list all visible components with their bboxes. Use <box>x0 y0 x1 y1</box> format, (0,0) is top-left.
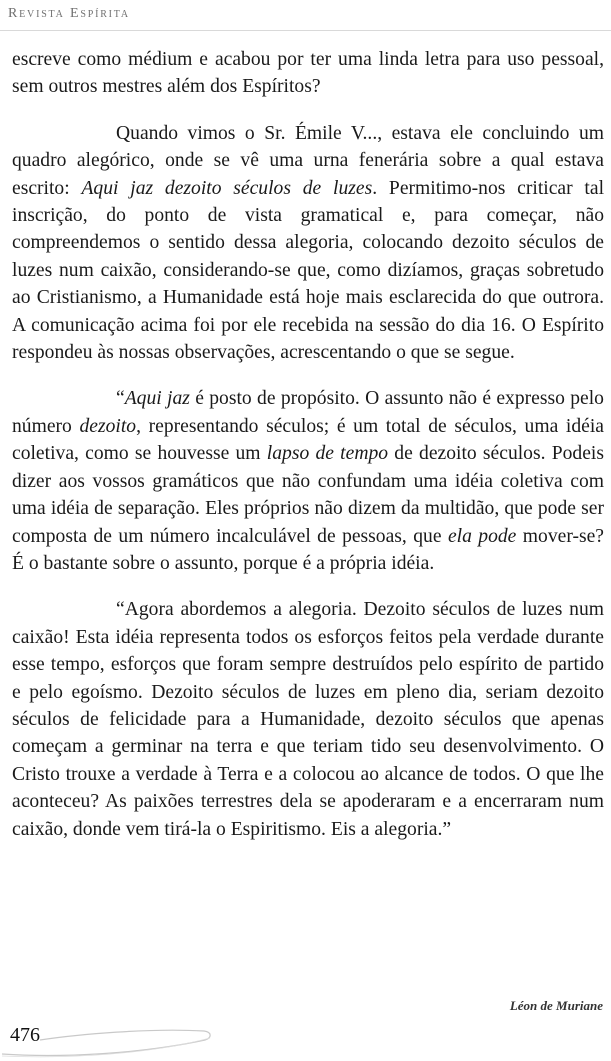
text-segment: de dezoito séculos. Podeis dizer aos vossos gramáticos que não confundam uma idéia coletiva com uma idéia de separação. Eles próprios não dizem da multidão, que pode ser composta de um número incalculável de pessoas, que <box>12 443 604 547</box>
text-segment: . Permitimo-nos criticar tal inscrição, do ponto de vista gramatical e, para começar, não compreendemos o sentido dessa alegoria, colocando dezoito séculos de luzes num caixão, considerando-se que, como dizíamos, graças sobretudo ao Cristianismo, a Humanidade está hoje mais esclarecida do que outrora. A comunicação acima foi por ele recebida na sessão do dia 16. O Espírito respondeu às nossas observações, acrescentando o que se segue. <box>12 177 605 364</box>
text-segment: , representando séculos; é um total de séculos, uma idéia coletiva, como se houvesse um <box>12 415 604 465</box>
body-text <box>12 46 604 843</box>
italic-phrase: dezoito <box>79 415 137 437</box>
italic-phrase: lapso de tempo <box>266 443 389 465</box>
author-signature: Léon de Muriane <box>509 998 603 1013</box>
paragraph-3 <box>12 385 604 577</box>
italic-phrase: Aqui jaz <box>124 388 190 410</box>
italic-phrase: ela pode <box>447 525 517 547</box>
running-header: Revista Espírita <box>8 6 130 21</box>
text-segment: mover-se? É o bastante sobre o assunto, porque é a própria idéia. <box>12 525 604 574</box>
header-divider <box>0 30 611 31</box>
paragraph-1 <box>12 46 604 101</box>
page-number: 476 <box>10 1024 40 1046</box>
italic-phrase: Aqui jaz dezoito séculos de luzes <box>81 177 373 199</box>
text-segment: “Agora abordemos a alegoria. Dezoito séculos de luzes num caixão! Esta idéia representa todos os esforços feitos pela verdade durante esse tempo, esforços que foram sempre destruídos pelo espírito de partido e pelo egoísmo. Dezoito séculos de luzes em pleno dia, seriam dezoito séculos de felicidade para a Humanidade, dezoito séculos que apenas começam a germinar na terra e que teriam tido seu desenvolvimento. O Cristo trouxe a verdade à Terra e a colocou ao alcance de todos. O que lhe aconteceu? As paixões terrestres dela se apoderaram e a encerraram num caixão, donde vem tirá-la o Espiritismo. Eis a alegoria.” <box>12 599 604 840</box>
paragraph-2 <box>12 120 604 367</box>
text-segment: “ <box>116 388 125 410</box>
text-segment: Quando vimos o Sr. Émile V..., estava ele concluindo um quadro alegórico, onde se vê uma urna fenerária sobre a qual estava escrito: <box>12 122 604 199</box>
paragraph-4 <box>12 596 604 843</box>
text-segment: escreve como médium e acabou por ter uma linda letra para uso pessoal, sem outros mestres além dos Espíritos? <box>12 49 604 98</box>
text-segment: é posto de propósito. O assunto não é expresso pelo número <box>12 388 604 437</box>
